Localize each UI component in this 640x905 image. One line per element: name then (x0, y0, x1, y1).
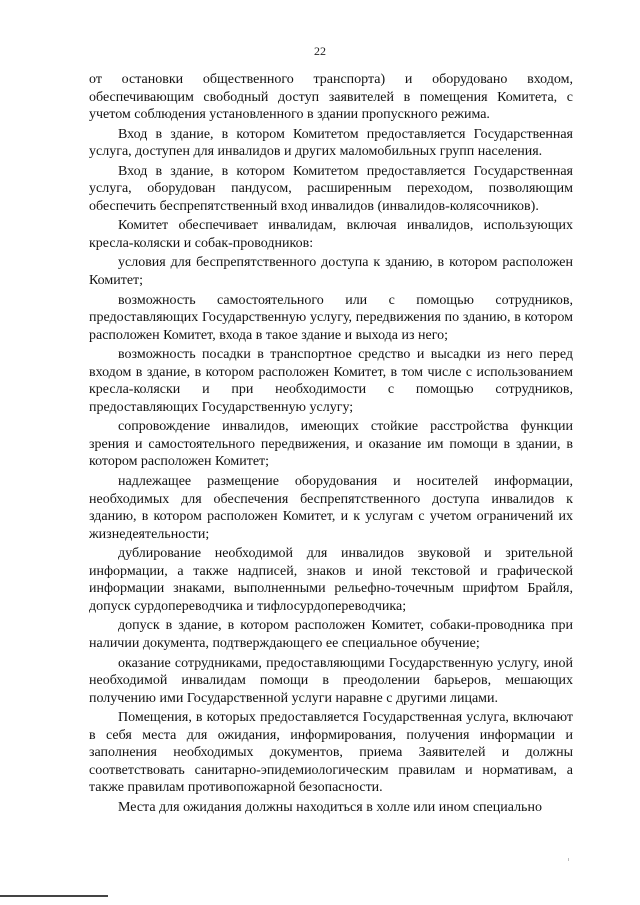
list-item-access-conditions: условия для беспрепятственного доступа к зданию, в котором расположен Комитет; (89, 255, 573, 289)
paragraph-committee-provides: Комитет обеспечивает инвалидам, включая инвалидов, использующих кресла-коляски и собак-проводников: (89, 218, 573, 251)
paragraph-waiting-areas: Места для ожидания должны находиться в холле или ином специально (118, 799, 542, 815)
page-number: 22 (314, 44, 326, 58)
scan-artifact (568, 858, 569, 861)
paragraph-entrance-accessible: Вход в здание, в котором Комитетом предоставляется Государственная услуга, доступен для инвалидов и других маломобильных групп населения. (89, 126, 573, 160)
list-item-equipment-placement: надлежащее размещение оборудования и носителей информации, необходимых для обеспечения беспрепятственного доступа инвалидов к зданию, в котором расположен Комитет, и к услугам с учетом ограничений их жизнедеятельности; (89, 474, 573, 542)
list-item-staff-assistance: оказание сотрудниками, предоставляющими Государственную услугу, иной необходимой инвалидам помощи в преодолении барьеров, мешающих получению ими Государственной услуги наравне с другими лицами. (89, 655, 573, 706)
list-item-vehicle-boarding: возможность посадки в транспортное средство и высадки из него перед входом в здание, в котором расположен Комитет, в том числе с использованием кресла-коляски и при необходимости с помощью сотрудников, предоставляющих Государственную услугу; (89, 347, 573, 415)
paragraph-continuation: от остановки общественного транспорта) и оборудовано входом, обеспечивающим свободный доступ заявителей в помещения Комитета, с учетом соблюдения установленного в здании пропускного режима. (89, 72, 573, 123)
paragraph-premises: Помещения, в которых предоставляется Государственная услуга, включают в себя места для ожидания, информирования, получения информации и заполнения необходимых документов, приема Заявителей и должны соответствовать санитарно-эпидемиологическим правилам и нормативам, а также правилам противопожарной безопасности. (89, 710, 573, 796)
paragraph-entrance-ramp: Вход в здание, в котором Комитетом предоставляется Государственная услуга, оборудован пандусом, расширенным переходом, позволяющим обеспечить беспрепятственный вход инвалидов (инвалидов-колясочников). (89, 163, 573, 214)
document-body (89, 71, 573, 816)
footer-rule (0, 895, 108, 897)
list-item-escort: сопровождение инвалидов, имеющих стойкие расстройства функции зрения и самостоятельного передвижения, и оказание им помощи в здании, в котором расположен Комитет; (89, 419, 573, 470)
list-item-guide-dog: допуск в здание, в котором расположен Комитет, собаки-проводника при наличии документа, подтверждающего ее специальное обучение; (89, 618, 573, 651)
list-item-movement: возможность самостоятельного или с помощью сотрудников, предоставляющих Государственную услугу, передвижения по зданию, в котором расположен Комитет, входа в такое здание и выхода из него; (89, 292, 573, 343)
list-item-information-duplication: дублирование необходимой для инвалидов звуковой и зрительной информации, а также надписей, знаков и иной текстовой и графической информации знаками, выполненными рельефно-точечным шрифтом Брайля, допуск сурдопереводчика и тифлосурдопереводчика; (89, 546, 573, 614)
